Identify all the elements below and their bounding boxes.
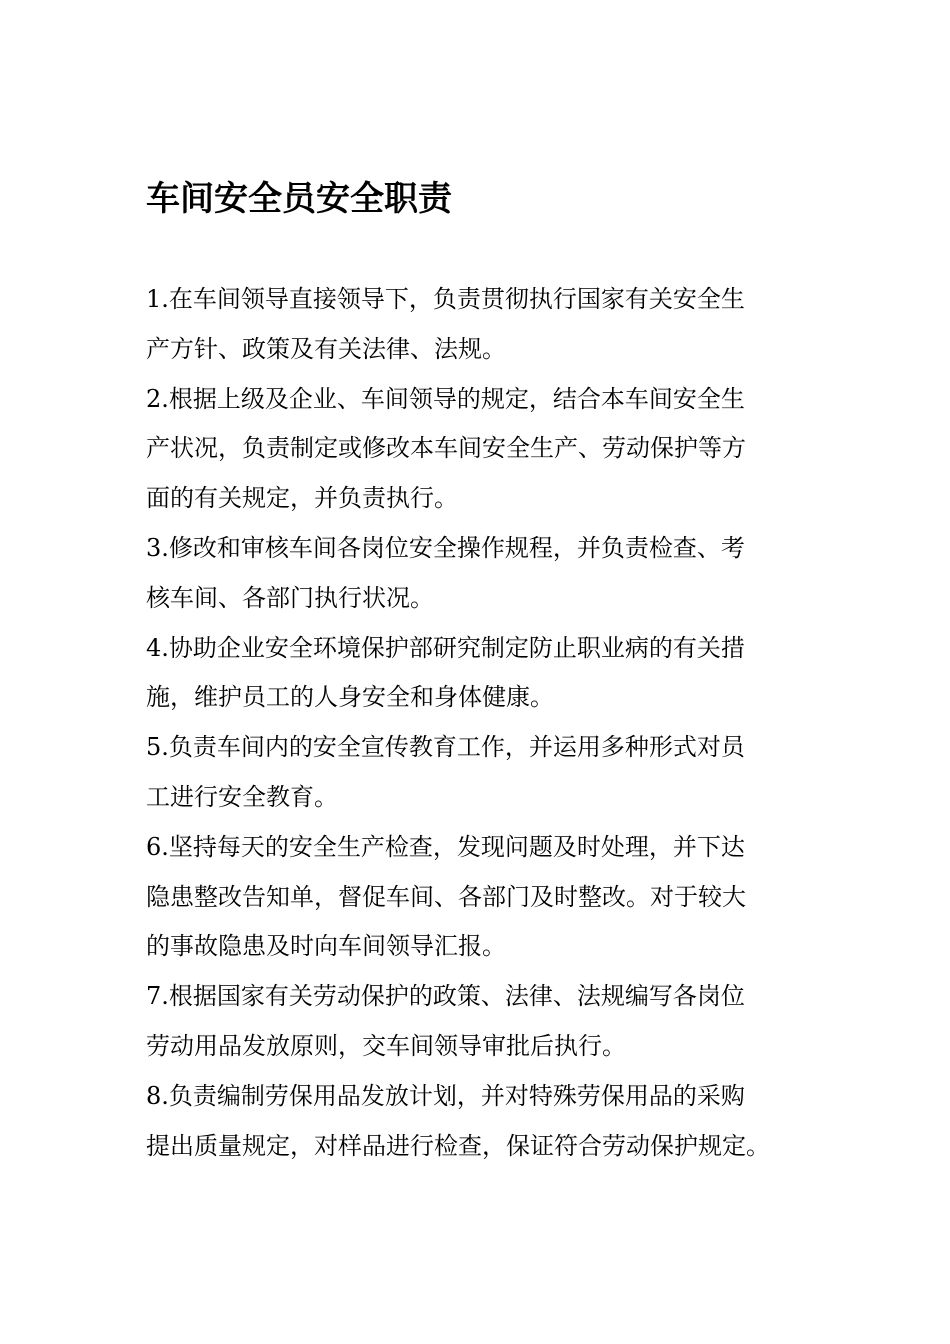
- duty-line: 工进行安全教育。: [146, 782, 338, 811]
- duty-line: 的事故隐患及时向车间领导汇报。: [146, 932, 506, 961]
- duty-line: 核车间、各部门执行状况。: [146, 583, 434, 612]
- duty-item-3: [146, 524, 816, 624]
- duty-line: 1.在车间领导直接领导下，负责贯彻执行国家有关安全生: [146, 285, 745, 313]
- duty-line: 劳动用品发放原则，交车间领导审批后执行。: [146, 1031, 626, 1060]
- duty-line: 施，维护员工的人身安全和身体健康。: [146, 683, 554, 712]
- duty-line: 7.根据国家有关劳动保护的政策、法律、法规编写各岗位: [146, 982, 745, 1011]
- duty-item-4: [146, 624, 816, 724]
- duty-item-2: [146, 375, 816, 524]
- duty-line: 产方针、政策及有关法律、法规。: [146, 334, 506, 363]
- duty-item-6: [146, 823, 816, 972]
- duty-line: 产状况，负责制定或修改本车间安全生产、劳动保护等方: [146, 434, 746, 463]
- duty-item-7: [146, 972, 816, 1072]
- document-title: 车间安全员安全职责: [146, 179, 452, 219]
- duty-item-1: [146, 275, 816, 375]
- duty-line: 5.负责车间内的安全宣传教育工作，并运用多种形式对员: [146, 733, 745, 762]
- duty-item-8: [146, 1072, 816, 1172]
- duty-line: 面的有关规定，并负责执行。: [146, 484, 458, 513]
- duty-line: 4.协助企业安全环境保护部研究制定防止职业病的有关措: [146, 633, 745, 662]
- duty-line: 3.修改和审核车间各岗位安全操作规程，并负责检查、考: [146, 533, 745, 562]
- duty-list: [146, 275, 816, 1171]
- duty-line: 6.坚持每天的安全生产检查，发现问题及时处理，并下达: [146, 832, 745, 861]
- duty-line: 隐患整改告知单，督促车间、各部门及时整改。对于较大: [146, 882, 746, 911]
- duty-line: 8.负责编制劳保用品发放计划，并对特殊劳保用品的采购: [146, 1081, 745, 1110]
- duty-line: 2.根据上级及企业、车间领导的规定，结合本车间安全生: [146, 384, 745, 413]
- duty-item-5: [146, 723, 816, 823]
- duty-line: 提出质量规定，对样品进行检查，保证符合劳动保护规定。: [146, 1131, 770, 1160]
